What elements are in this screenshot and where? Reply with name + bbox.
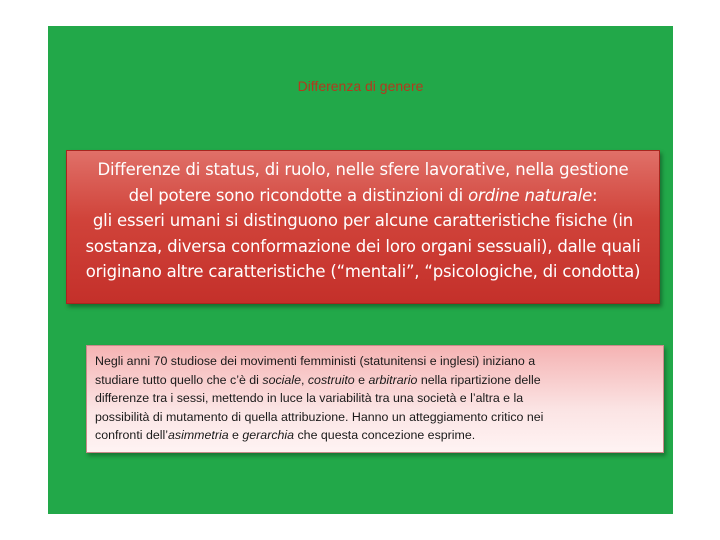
history-text: che questa concezione esprime.: [294, 428, 476, 443]
definition-box: [66, 150, 660, 304]
definition-text: del potere sono ricondotte a distinzioni di: [128, 185, 469, 205]
definition-line-2: [73, 183, 653, 209]
emphasis-arbitrario: arbitrario: [368, 372, 418, 387]
history-text: e: [228, 428, 243, 443]
history-line-3: differenze tra i sessi, mettendo in luce la variabilità tra una società e l’altra e la: [95, 391, 524, 406]
definition-line-4: sostanza, diversa conformazione dei loro organi sessuali), dalle quali: [85, 236, 641, 256]
history-text: confronti dell’: [95, 428, 169, 443]
slide-title: Differenza di genere: [297, 78, 424, 94]
history-text: ,: [300, 372, 308, 387]
emphasis-costruito: costruito: [307, 372, 355, 387]
history-text: nella ripartizione delle: [417, 372, 541, 387]
history-line-4: possibilità di mutamento di quella attribuzione. Hanno un atteggiamento critico nei: [95, 409, 544, 424]
emphasis-gerarchia: gerarchia: [242, 428, 295, 443]
definition-text: :: [592, 185, 598, 205]
definition-line-1: Differenze di status, di ruolo, nelle sfere lavorative, nella gestione: [97, 160, 629, 179]
history-line-1: Negli anni 70 studiose dei movimenti femministi (statunitensi e inglesi) iniziano a: [95, 354, 536, 368]
emphasis-asimmetria: asimmetria: [168, 428, 229, 443]
slide: [48, 26, 673, 514]
history-line-5: [95, 426, 655, 445]
history-text: e: [354, 372, 369, 387]
emphasis-ordine-naturale: ordine naturale: [468, 185, 593, 205]
definition-line-5: originano altre caratteristiche (“mentali”, “psicologiche, di condotta): [85, 262, 641, 281]
history-box: [86, 345, 664, 453]
history-line-2: [95, 371, 655, 390]
history-text: studiare tutto quello che c’è di: [95, 372, 263, 387]
definition-line-3: gli esseri umani si distinguono per alcune caratteristiche fisiche (in: [92, 211, 634, 230]
emphasis-sociale: sociale: [262, 372, 301, 387]
